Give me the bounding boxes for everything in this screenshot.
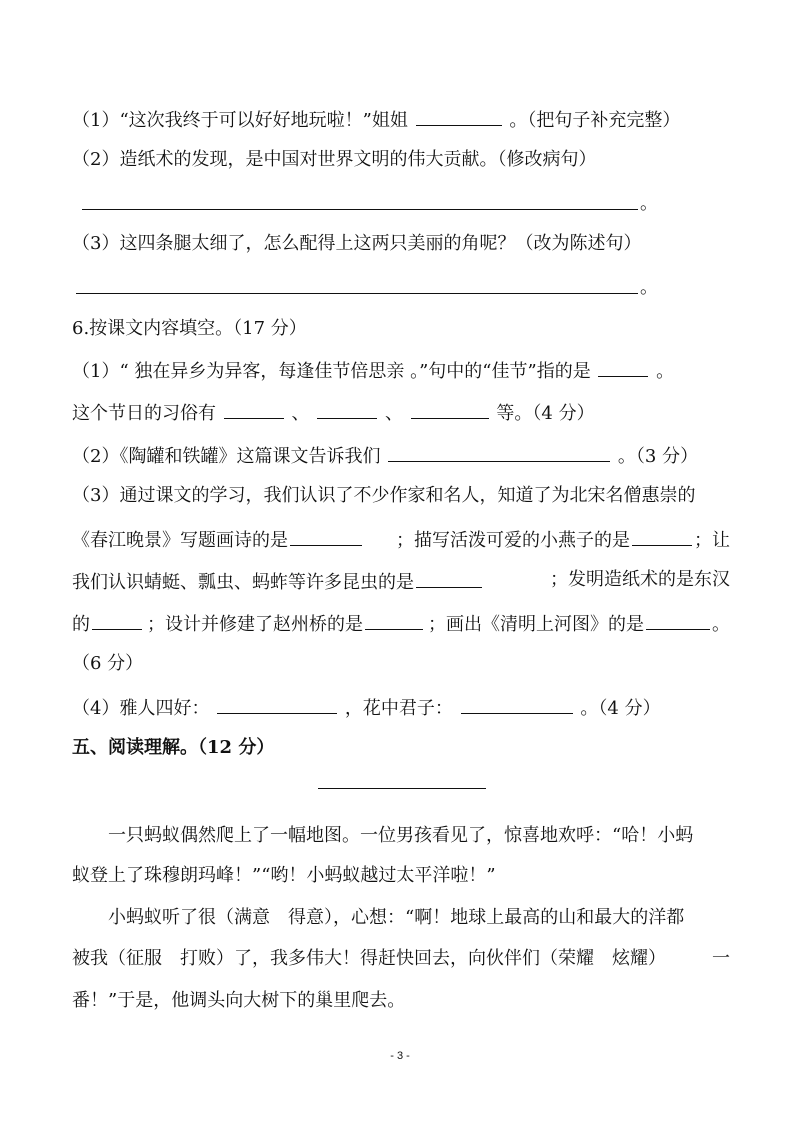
answer-blank[interactable] (598, 356, 648, 377)
passage-text: 得意），心想：“啊！地球上最高的山和最大的洋都 (288, 907, 685, 928)
passage-p1-line-1: 一只蚂蚁偶然爬上了一幅地图。一位男孩看见了，惊喜地欢呼：“哈！小蚂 (108, 825, 694, 846)
q6-item-3-line-1: （3）通过课文的学习，我们认识了不少作家和名人，知道了为北宋名僧惠崇的 (72, 485, 696, 506)
q6-item-3-line-4 (72, 609, 730, 638)
q6-item-2-text: （2）《陶罐和铁罐》这篇课文告诉我们 (72, 446, 381, 467)
q6-item-3-line-3 (72, 567, 730, 596)
q6-item-2 (72, 441, 730, 470)
q6-item-3-text: 的 (72, 614, 90, 635)
answer-blank[interactable] (416, 567, 482, 588)
q6-item-1-text: （1）“ 独在异乡为异客，每逢佳节倍思亲 。”句中的“佳节”指的是 (72, 361, 591, 382)
q5-item-1-suffix: 。（把句子补充完整） (509, 110, 681, 131)
q6-item-3-line-2-part-a (72, 525, 364, 554)
q6-item-3-text: 我们认识蜻蜓、瓢虫、蚂蚱等许多昆虫的是 (72, 572, 414, 593)
q6-item-4-text: （4）雅人四好： (72, 698, 210, 719)
passage-text: 打败）了，我多伟大！得赶快回去，向伙伴们（荣耀 (180, 948, 594, 969)
answer-line-end: 。 (640, 277, 658, 298)
q6-item-3-line-2-part-b (396, 525, 730, 554)
q6-item-3-text: 。 (712, 614, 730, 635)
q6-item-3-text: ；发明造纸术的是东汉 (550, 569, 730, 590)
passage-text: 小蚂蚁听了很（满意 (108, 907, 270, 928)
q5-item-2 (72, 147, 730, 173)
passage-text: 炫耀） (612, 948, 666, 969)
passage-p1-line-2: 蚁登上了珠穆朗玛峰！”“哟！小蚂蚁越过太平洋啦！” (72, 865, 496, 886)
q5-item-3-text: （3）这四条腿太细了，怎么配得上这两只美丽的角呢？（改为陈述句） (72, 233, 642, 254)
q6-item-2-score: 。（3 分） (617, 446, 699, 467)
q6-item-3-line-3-part-a (72, 567, 484, 596)
q5-item-1-prefix: （1）“这次我终于可以好好地玩啦！”姐姐 (72, 110, 408, 131)
answer-line[interactable] (76, 293, 638, 294)
answer-blank[interactable] (224, 398, 284, 419)
q5-item-1 (72, 105, 730, 134)
passage-p2-line-2 (72, 946, 730, 972)
passage-text: 一 (712, 948, 730, 969)
separator: 、 (384, 403, 403, 424)
answer-blank[interactable] (217, 693, 337, 714)
q6-item-3-text: ；描写活泼可爱的小燕子的是 (396, 530, 630, 551)
q6-item-3-line-4-part-c (428, 609, 730, 638)
q6-item-1-customs-label: 这个节日的习俗有 (72, 403, 216, 424)
answer-blank[interactable] (388, 441, 610, 462)
passage-p2-line-1 (72, 905, 730, 931)
q6-item-3-text: ；画出《清明上河图》的是 (428, 614, 644, 635)
q6-item-4-score: 。（4 分） (580, 698, 661, 719)
passage-p2-line-2-main (72, 946, 666, 972)
answer-line[interactable] (82, 209, 638, 210)
q6-item-3-text: ；设计并修建了赵州桥的是 (147, 614, 363, 635)
separator: 、 (291, 403, 310, 424)
answer-blank[interactable] (92, 609, 142, 630)
answer-blank[interactable] (365, 609, 423, 630)
answer-blank[interactable] (632, 525, 692, 546)
passage-text: 被我（征服 (72, 948, 162, 969)
page-number: - 3 - (390, 1050, 410, 1062)
answer-blank[interactable] (290, 525, 362, 546)
q6-item-4-text: ，花中君子： (344, 698, 453, 719)
q6-item-4 (72, 693, 730, 722)
q5-item-3 (72, 231, 730, 257)
q6-item-3-text: ；让 (694, 530, 730, 551)
answer-blank[interactable] (317, 398, 377, 419)
passage-p2-line-3: 番！”于是，他调头向大树下的巢里爬去。 (72, 990, 406, 1011)
answer-line-end: 。 (640, 193, 658, 214)
q6-item-3-text: 《春江晚景》写题画诗的是 (72, 530, 288, 551)
answer-blank[interactable] (646, 609, 710, 630)
q5-item-2-text: （2）造纸术的发现，是中国对世界文明的伟大贡献。（修改病句） (72, 149, 597, 170)
q6-item-1-end: 。 (656, 361, 675, 382)
q6-item-3-line-2 (72, 525, 730, 554)
answer-blank[interactable] (416, 105, 502, 126)
passage-title-blank[interactable] (318, 788, 486, 789)
q6-item-3-score: （6 分） (72, 653, 144, 674)
answer-blank[interactable] (411, 398, 489, 419)
section-heading: 五、阅读理解。（12 分） (72, 737, 275, 758)
q6-item-1-line-2 (72, 398, 730, 427)
q6-item-3-line-4-part-a (72, 609, 144, 638)
q6-item-1-line-1 (72, 356, 730, 385)
q6-item-3-line-4-part-b (147, 609, 425, 638)
answer-blank[interactable] (461, 693, 573, 714)
q6-item-1-score: 等。（4 分） (496, 403, 595, 424)
q6-title: 6.按课文内容填空。（17 分） (72, 318, 307, 339)
